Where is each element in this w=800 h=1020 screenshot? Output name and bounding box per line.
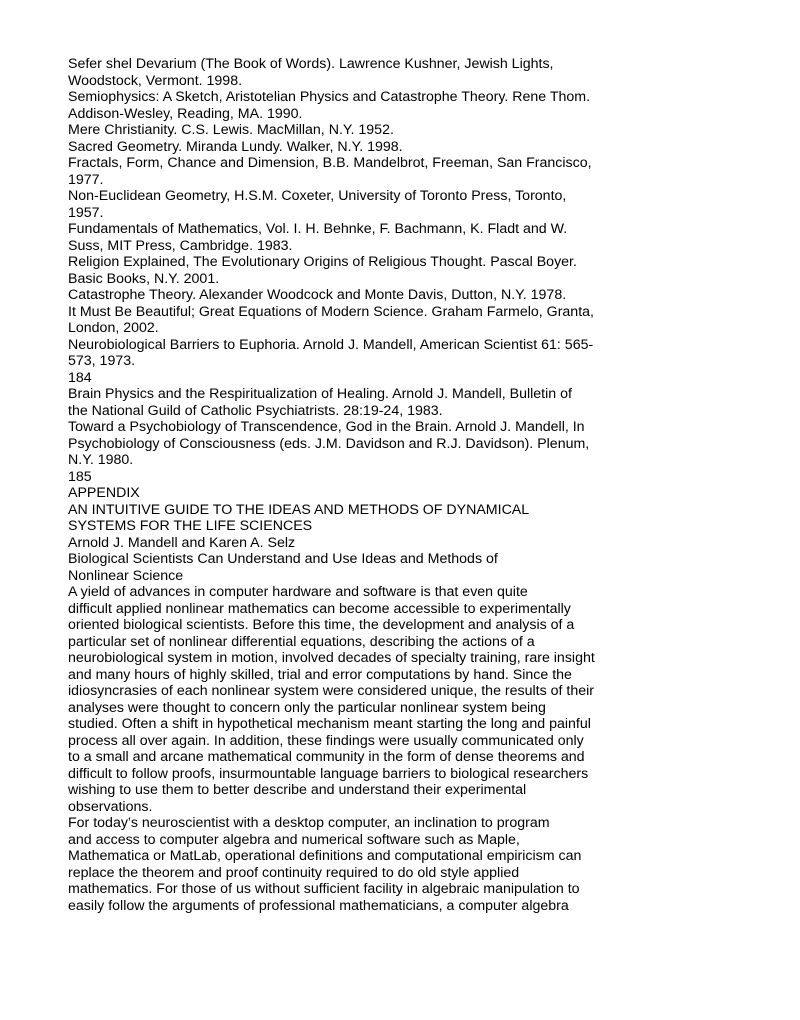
text-line: and many hours of highly skilled, trial and error computations by hand. Since the (68, 666, 572, 683)
text-line: Semiophysics: A Sketch, Aristotelian Physics and Catastrophe Theory. Rene Thom. (68, 89, 591, 105)
text-line: Religion Explained, The Evolutionary Origins of Religious Thought. Pascal Boyer. (68, 254, 577, 270)
text-line: AN INTUITIVE GUIDE TO THE IDEAS AND METHODS OF DYNAMICAL (68, 501, 530, 518)
text-line: particular set of nonlinear differential equations, describing the actions of a (68, 633, 535, 650)
text-line: Biological Scientists Can Understand and Use Ideas and Methods of (68, 551, 498, 567)
text-line: Suss, MIT Press, Cambridge. 1983. (68, 237, 293, 254)
text-line: 184 (68, 369, 92, 386)
text-line: It Must Be Beautiful; Great Equations of Modern Science. Graham Farmelo, Granta, (68, 303, 594, 320)
text-line: Addison-Wesley, Reading, MA. 1990. (68, 105, 303, 122)
text-line: wishing to use them to better describe and understand their experimental (68, 782, 527, 798)
text-line: Brain Physics and the Respiritualization of Healing. Arnold J. Mandell, Bulletin of (68, 386, 572, 402)
text-line: and access to computer algebra and numerical software such as Maple, (68, 831, 520, 848)
text-line: Sacred Geometry. Miranda Lundy. Walker, N.Y. 1998. (68, 138, 403, 155)
text-line: idiosyncrasies of each nonlinear system were considered unique, the results of their (68, 683, 595, 699)
text-line: replace the theorem and proof continuity required to do old style applied (68, 864, 520, 881)
text-line: Arnold J. Mandell and Karen A. Selz (68, 534, 296, 551)
text-line: mathematics. For those of us without sufficient facility in algebraic manipulation to (68, 881, 580, 897)
text-line: Sefer shel Devarium (The Book of Words). Lawrence Kushner, Jewish Lights, (68, 56, 554, 72)
text-line: Nonlinear Science (68, 567, 184, 584)
text-line: the National Guild of Catholic Psychiatrists. 28:19-24, 1983. (68, 402, 443, 419)
text-line: Mere Christianity. C.S. Lewis. MacMillan, N.Y. 1952. (68, 122, 394, 138)
text-line: 185 (68, 468, 92, 485)
text-line: difficult to follow proofs, insurmountable language barriers to biological researchers (68, 765, 589, 782)
text-line: Mathematica or MatLab, operational definitions and computational empiricism can (68, 848, 582, 864)
text-line: 573, 1973. (68, 353, 136, 369)
text-line: A yield of advances in computer hardware and software is that even quite (68, 584, 528, 600)
text-line: Non-Euclidean Geometry, H.S.M. Coxeter, University of Toronto Press, Toronto, (68, 188, 567, 204)
text-line: to a small and arcane mathematical community in the form of dense theorems and (68, 749, 585, 765)
text-line: 1977. (68, 171, 104, 188)
text-line: London, 2002. (68, 320, 159, 336)
text-line: Toward a Psychobiology of Transcendence, God in the Brain. Arnold J. Mandell, In (68, 419, 585, 435)
text-line: Psychobiology of Consciousness (eds. J.M. Davidson and R.J. Davidson). Plenum, (68, 435, 590, 452)
text-line: Neurobiological Barriers to Euphoria. Arnold J. Mandell, American Scientist 61: 565- (68, 336, 594, 353)
text-line: 1957. (68, 204, 104, 221)
text-line: Basic Books, N.Y. 2001. (68, 270, 220, 287)
text-line: N.Y. 1980. (68, 452, 134, 468)
text-line: For today’s neuroscientist with a desktop computer, an inclination to program (68, 815, 550, 831)
text-line: observations. (68, 798, 153, 815)
text-line: Catastrophe Theory. Alexander Woodcock and Monte Davis, Dutton, N.Y. 1978. (68, 287, 567, 303)
text-line: analyses were thought to concern only the particular nonlinear system being (68, 699, 546, 716)
text-line: APPENDIX (68, 485, 140, 501)
text-line: process all over again. In addition, these findings were usually communicated only (68, 732, 584, 749)
text-line: Woodstock, Vermont. 1998. (68, 72, 243, 89)
text-line: neurobiological system in motion, involved decades of specialty training, rare insight (68, 650, 595, 666)
text-line: studied. Often a shift in hypothetical mechanism meant starting the long and painful (68, 716, 591, 732)
text-line: Fractals, Form, Chance and Dimension, B.B. Mandelbrot, Freeman, San Francisco, (68, 155, 592, 171)
text-line: easily follow the arguments of professional mathematicians, a computer algebra (68, 897, 569, 914)
text-line: SYSTEMS FOR THE LIFE SCIENCES (68, 518, 313, 534)
text-line: Fundamentals of Mathematics, Vol. I. H. Behnke, F. Bachmann, K. Fladt and W. (68, 221, 568, 237)
document-text (68, 56, 668, 914)
text-line: difficult applied nonlinear mathematics can become accessible to experimentally (68, 600, 571, 617)
text-line: oriented biological scientists. Before this time, the development and analysis of a (68, 617, 575, 633)
